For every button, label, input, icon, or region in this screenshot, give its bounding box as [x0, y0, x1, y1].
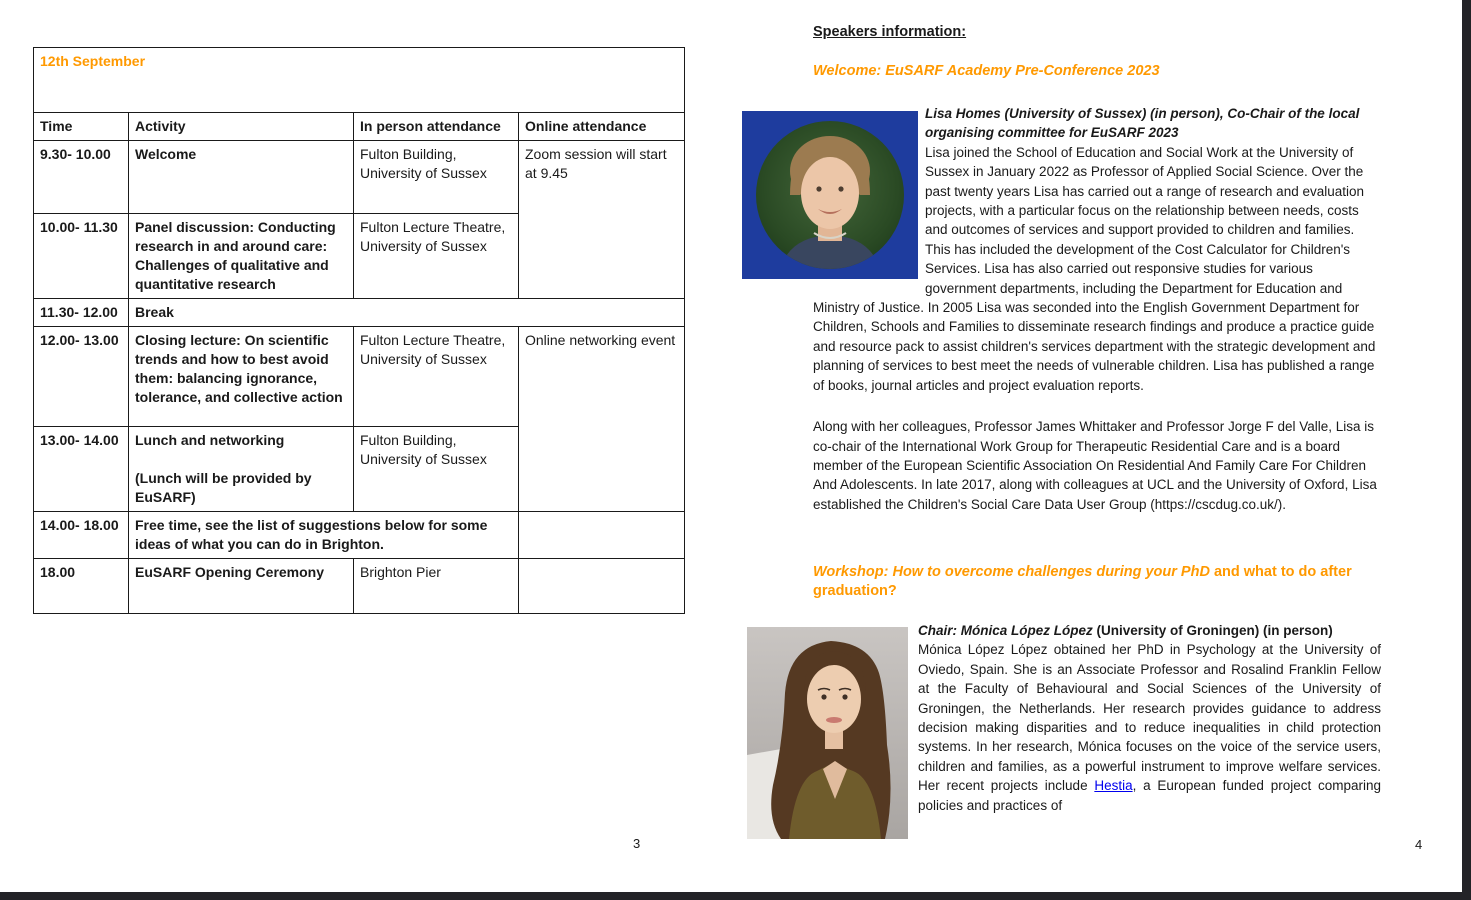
time-cell: 12.00- 13.00: [34, 327, 129, 427]
lisa-homes-portrait: [742, 111, 918, 279]
activity-cell: Break: [129, 299, 685, 327]
activity-note: (Lunch will be provided by EuSARF): [135, 470, 312, 505]
in-person-cell: Fulton Building, University of Sussex: [354, 141, 519, 214]
document-edge-right: [1462, 0, 1471, 900]
in-person-cell: Fulton Building, University of Sussex: [354, 427, 519, 512]
speaker-section-monica-lopez: [813, 621, 1381, 847]
in-person-cell: Brighton Pier: [354, 559, 519, 614]
table-row: [34, 512, 685, 559]
online-cell: Zoom session will start at 9.45: [519, 141, 685, 299]
monica-lopez-photo-graphic: [747, 627, 908, 839]
schedule-table: [33, 47, 685, 614]
time-cell: 18.00: [34, 559, 129, 614]
page-number-left: 3: [633, 836, 641, 851]
activity-cell: [129, 427, 354, 512]
spacer: [135, 450, 347, 469]
workshop-heading: [813, 563, 1381, 602]
time-cell: 14.00- 18.00: [34, 512, 129, 559]
lisa-homes-bio-paragraph-2: Along with her colleagues, Professor James Whittaker and Professor Jorge F del Valle, Lisa is co-chair of the International Work Group for Therapeutic Residential Care and is a board member of the European Scientific Association On Residential And Family Care For Children And Adolescents. In late 2017, along with colleagues at UCL and the University of Oxford, Lisa established the Children's Social Care Data User Group (https://cscdug.co.uk/).: [813, 419, 1377, 512]
workshop-heading-italic-part: Workshop: How to overcome challenges during your PhD: [813, 564, 1210, 580]
in-person-cell: Fulton Lecture Theatre, University of Sussex: [354, 327, 519, 427]
activity-cell: EuSARF Opening Ceremony: [129, 559, 354, 614]
page-number-right: 4: [1415, 837, 1423, 852]
time-cell: 9.30- 10.00: [34, 141, 129, 214]
column-header-time: Time: [34, 113, 129, 141]
welcome-preconference-heading: Welcome: EuSARF Academy Pre-Conference 2023: [813, 63, 1160, 79]
table-row: [34, 299, 685, 327]
lisa-homes-photo-graphic: [742, 111, 918, 279]
column-header-activity: Activity: [129, 113, 354, 141]
table-row: [34, 327, 685, 427]
online-cell-empty: [519, 512, 685, 559]
table-row: [34, 559, 685, 614]
monica-lopez-lopez-portrait: [747, 627, 908, 839]
online-cell: Online networking event: [519, 327, 685, 512]
speakers-information-heading: Speakers information:: [813, 24, 967, 40]
monica-bio-after-link: , a European funded project comparing policies and practices of: [918, 778, 1381, 813]
document-edge-bottom: [0, 892, 1471, 900]
hestia-link[interactable]: Hestia: [1094, 778, 1133, 794]
monica-heading-italic-part: Chair: Mónica López López: [918, 623, 1093, 638]
activity-cell: Panel discussion: Conducting research in and around care: Challenges of qualitative and quantitative research: [129, 214, 354, 299]
activity-cell: Welcome: [129, 141, 354, 214]
activity-cell: Closing lecture: On scientific trends and how to best avoid them: balancing ignorance, tolerance, and collective action: [129, 327, 354, 427]
schedule-title: 12th September: [34, 48, 685, 113]
workshop-heading-plain-part: and what to do after graduation?: [813, 564, 1352, 600]
activity-cell: Free time, see the list of suggestions below for some ideas of what you can do in Brighton.: [129, 512, 519, 559]
in-person-cell: Fulton Lecture Theatre, University of Sussex: [354, 214, 519, 299]
monica-heading-plain-part: (University of Groningen) (in person): [1092, 623, 1333, 638]
time-cell: 13.00- 14.00: [34, 427, 129, 512]
time-cell: 11.30- 12.00: [34, 299, 129, 327]
table-row: [34, 141, 685, 214]
time-cell: 10.00- 11.30: [34, 214, 129, 299]
lisa-homes-heading: Lisa Homes (University of Sussex) (in person), Co-Chair of the local organising committee for EuSARF 2023: [925, 106, 1360, 141]
activity-line: Lunch and networking: [135, 432, 285, 448]
column-header-in-person: In person attendance: [354, 113, 519, 141]
lisa-homes-bio-paragraph-1: Lisa joined the School of Education and Social Work at the University of Sussex in January 2022 as Professor of Applied Social Science. Over the past twenty years Lisa has carried out a range of research and evaluation projects, with a particular focus on the relationship between needs, costs and outcomes of services and support provided to children and families. This has included the development of the Cost Calculator for Children's Services. Lisa has also carried out responsive studies for various government departments, including the Department for Education and Ministry of Justice. In 2005 Lisa was seconded into the English Government Department for Children, Schools and Families to disseminate research findings and produce a practice guide and resource pack to assist children's services department with the strategic development and planning of services to best meet the needs of vulnerable children. Lisa has published a range of books, journal articles and project evaluation reports.: [813, 144, 1376, 393]
column-header-online: Online attendance: [519, 113, 685, 141]
online-cell-empty: [519, 559, 685, 614]
speaker-section-lisa-homes: [813, 104, 1381, 514]
monica-bio-before-link: Mónica López López obtained her PhD in Psychology at the University of Oviedo, Spain. She is an Associate Professor and Rosalind Franklin Fellow at the Faculty of Behavioural and Social Sciences of the University of Groningen, the Netherlands. Her research provides guidance to address decision making disparities and to reduce inequalities in child protection systems. In her research, Mónica focuses on the voice of the service users, children and families, as a powerful instrument to improve welfare services. Her recent projects include: [918, 642, 1381, 794]
